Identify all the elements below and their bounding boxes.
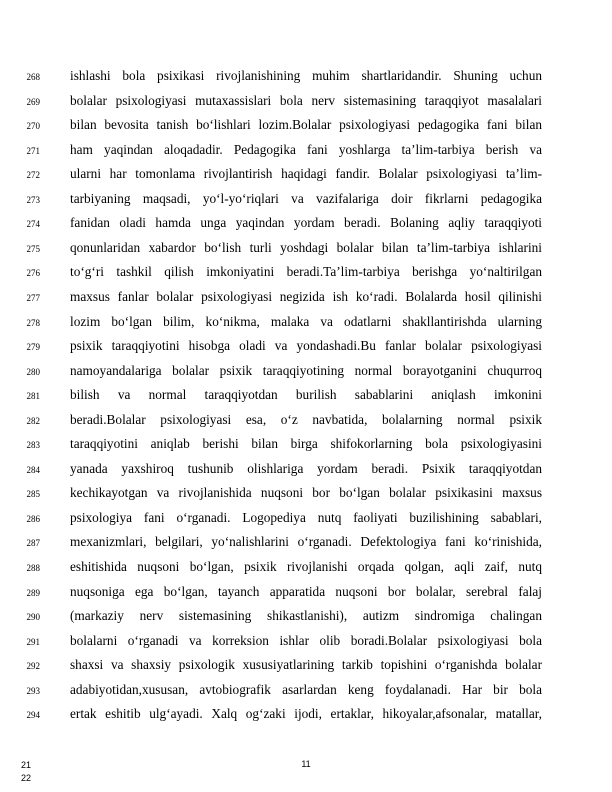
text-line: mexanizmlari, belgilari, yo‘nalishlarini o‘rganadi. Defektologiya fani ko‘rinishida, bbox=[70, 534, 542, 550]
text-line: qonunlaridan xabardor bo‘lish turli yoshdagi bolalar bilan ta’lim-tarbiya ishlarini bbox=[70, 239, 542, 255]
line-number: 268 bbox=[26, 72, 40, 82]
text-line: fanidan oladi hamda unga yaqindan yordam beradi. Bolaning aqliy taraqqiyoti bbox=[70, 215, 542, 231]
line-number: 284 bbox=[26, 464, 40, 475]
line-number: 282 bbox=[26, 415, 40, 426]
line-number: 294 bbox=[26, 710, 40, 721]
text-line: tarbiyaning maqsadi, yo‘l-yo‘riqlari va vazifalariga doir fikrlarni pedagogika bbox=[70, 190, 542, 206]
line-number: 270 bbox=[26, 121, 40, 132]
line-number: 276 bbox=[26, 268, 40, 279]
line-number: 283 bbox=[26, 440, 40, 451]
text-line: (markaziy nerv sistemasining shikastlanishi), autizm sindromiga chalingan bbox=[70, 608, 542, 624]
line-number: 286 bbox=[26, 513, 40, 524]
text-line: eshitishida nuqsoni bo‘lgan, psixik rivojlanishi orqada qolgan, aqli zaif, nutq bbox=[70, 559, 542, 574]
text-line: bolalar psixologiyasi mutaxassislari bola nerv sistemasining taraqqiyot masalalari bbox=[70, 92, 542, 108]
text-line: yanada yaxshiroq tushunib olishlariga yordam beradi. Psixik taraqqiyotdan bbox=[70, 460, 542, 476]
text-line: ishlashi bola psixikasi rivojlanishining muhim shartlaridandir. Shuning uchun bbox=[70, 68, 542, 83]
text-line: psixik taraqqiyotini hisobga oladi va yondashadi.Bu fanlar bolalar psixologiyasi bbox=[70, 338, 542, 354]
text-line: taraqqiyotini aniqlab berishi bilan birga shifokorlarning bola psixologiyasini bbox=[70, 436, 542, 452]
text-line: bolalarni o‘rganadi va korreksion ishlar olib boradi.Bolalar psixologiyasi bola bbox=[70, 632, 542, 648]
line-number: 277 bbox=[26, 292, 40, 303]
text-line: maxsus fanlar bolalar psixologiyasi negizida ish ko‘radi. Bolalarda hosil qilinishi bbox=[70, 288, 542, 304]
line-number: 292 bbox=[26, 661, 40, 672]
footer-line-number: 21 bbox=[20, 760, 31, 770]
line-number: 272 bbox=[26, 170, 40, 181]
page-number: 11 bbox=[301, 759, 311, 769]
line-number: 279 bbox=[26, 342, 40, 353]
line-number: 271 bbox=[26, 145, 40, 156]
line-number: 273 bbox=[26, 194, 40, 205]
text-line: psixologiya fani o‘rganadi. Logopediya nutq faoliyati buzilishining sabablari, bbox=[70, 509, 542, 525]
text-line: lozim bo‘lgan bilim, ko‘nikma, malaka va odatlarni shakllantirishda ularning bbox=[70, 313, 542, 329]
line-number: 269 bbox=[26, 96, 40, 107]
line-number: 288 bbox=[26, 563, 40, 573]
text-line: bilan bevosita tanish bo‘lishlari lozim.Bolalar psixologiyasi pedagogika fani bilan bbox=[70, 117, 542, 133]
line-number: 275 bbox=[26, 243, 40, 254]
text-line: ularni har tomonlama rivojlantirish haqidagi fandir. Bolalar psixologiyasi ta’lim- bbox=[70, 166, 542, 182]
line-number: 278 bbox=[26, 317, 40, 328]
text-line: ham yaqindan aloqadadir. Pedagogika fani yoshlarga ta’lim-tarbiya berish va bbox=[70, 141, 542, 157]
text-line: kechikayotgan va rivojlanishida nuqsoni bor bo‘lgan bolalar psixikasini maxsus bbox=[70, 485, 542, 501]
line-number: 291 bbox=[26, 636, 40, 647]
line-number: 290 bbox=[26, 612, 40, 623]
text-line: beradi.Bolalar psixologiyasi esa, o‘z navbatida, bolalarning normal psixik bbox=[70, 411, 542, 427]
line-number: 293 bbox=[26, 685, 40, 696]
line-number: 289 bbox=[26, 587, 40, 598]
text-line: bilish va normal taraqqiyotdan burilish sabablarini aniqlash imkonini bbox=[70, 387, 542, 403]
text-line: namoyandalariga bolalar psixik taraqqiyotining normal borayotganini chuqurroq bbox=[70, 362, 542, 378]
footer-line-number: 22 bbox=[20, 773, 31, 783]
line-number: 281 bbox=[26, 391, 40, 402]
line-number: 287 bbox=[26, 538, 40, 549]
line-number: 274 bbox=[26, 219, 40, 230]
line-number: 285 bbox=[26, 489, 40, 500]
text-line: ertak eshitib ulg‘ayadi. Xalq og‘zaki ijodi, ertaklar, hikoyalar,afsonalar, matallar, bbox=[70, 706, 542, 722]
text-line: adabiyotidan,xususan, avtobiografik asarlardan keng foydalanadi. Har bir bola bbox=[70, 681, 542, 697]
text-line: nuqsoniga ega bo‘lgan, tayanch apparatida nuqsoni bor bolalar, serebral falaj bbox=[70, 583, 542, 599]
line-number: 280 bbox=[26, 366, 40, 377]
text-line: shaxsi va shaxsiy psixologik xususiyatlarining tarkib topishini o‘rganishda bolalar bbox=[70, 657, 542, 673]
text-line: to‘g‘ri tashkil qilish imkoniyatini beradi.Ta’lim-tarbiya berishga yo‘naltirilgan bbox=[70, 264, 542, 280]
